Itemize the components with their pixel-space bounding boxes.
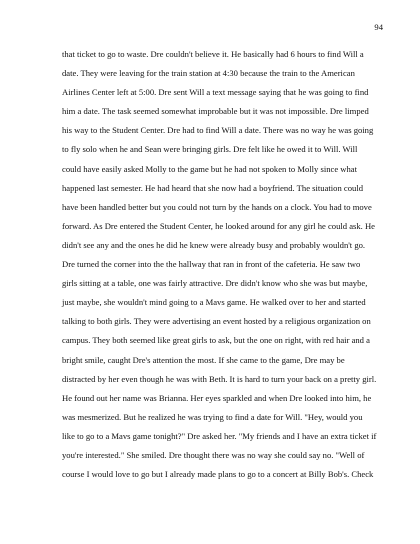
text-line: was mesmerized. But he realized he was trying to find a date for Will. "Hey, would you <box>62 411 363 422</box>
text-line: He found out her name was Brianna. Her eyes sparkled and when Dre looked into him, he <box>62 392 372 403</box>
text-line: happened last semester. He had heard that she now had a boyfriend. The situation could <box>62 182 364 193</box>
text-line: have been handled better but you could not turn by the hands on a clock. You had to move <box>62 201 372 212</box>
text-line: just maybe, she wouldn't mind going to a Mavs game. He walked over to her and started <box>62 297 366 308</box>
page-number: 94 <box>374 22 383 32</box>
text-line: forward. As Dre entered the Student Center, he looked around for any girl he could ask. He <box>62 220 375 231</box>
text-line: talking to both girls. They were advertising an event hosted by a religious organization on <box>62 316 371 327</box>
text-line: Dre turned the corner into the the hallway that ran in front of the cafeteria. He saw two <box>62 259 361 270</box>
text-line: could have easily asked Molly to the game but he had not spoken to Molly since what <box>62 163 357 174</box>
text-line: that ticket to go to waste. Dre couldn't believe it. He basically had 6 hours to find Will a <box>62 49 364 59</box>
body-text <box>62 45 377 484</box>
text-line: distracted by her even though he was with Beth. It is hard to turn your back on a pretty girl. <box>62 373 377 384</box>
text-line: like to go to a Mavs game tonight?" Dre asked her. "My friends and I have an extra ticket if <box>62 430 377 441</box>
text-line: Airlines Center left at 5:00. Dre sent Will a text message saying that he was going to find <box>62 87 369 98</box>
text-line: course I would love to go but I already made plans to go to a concert at Billy Bob's. Check <box>62 469 374 480</box>
text-line: his way to the Student Center. Dre had to find Will a date. There was no way he was going <box>62 125 374 136</box>
text-line: date. They were leaving for the train station at 4:30 because the train to the American <box>62 68 355 79</box>
text-line: you're interested." She smiled. Dre thought there was no way she could say no. "Well of <box>62 449 365 460</box>
text-line: to fly solo when he and Sean were bringing girls. Dre felt like he owed it to Will. Will <box>62 144 358 155</box>
text-line: bright smile, caught Dre's attention the most. If she came to the game, Dre may be <box>62 354 345 365</box>
text-line: campus. They both seemed like great girls to ask, but the one on right, with red hair and a <box>62 335 370 346</box>
text-line: girls sitting at a table, one was fairly attractive. Dre didn't know who she was but maybe, <box>62 278 368 289</box>
text-line: him a date. The task seemed somewhat improbable but it was not impossible. Dre limped <box>62 106 369 117</box>
text-line: didn't see any and the ones he did he knew were already busy and probably wouldn't go. <box>62 239 366 250</box>
